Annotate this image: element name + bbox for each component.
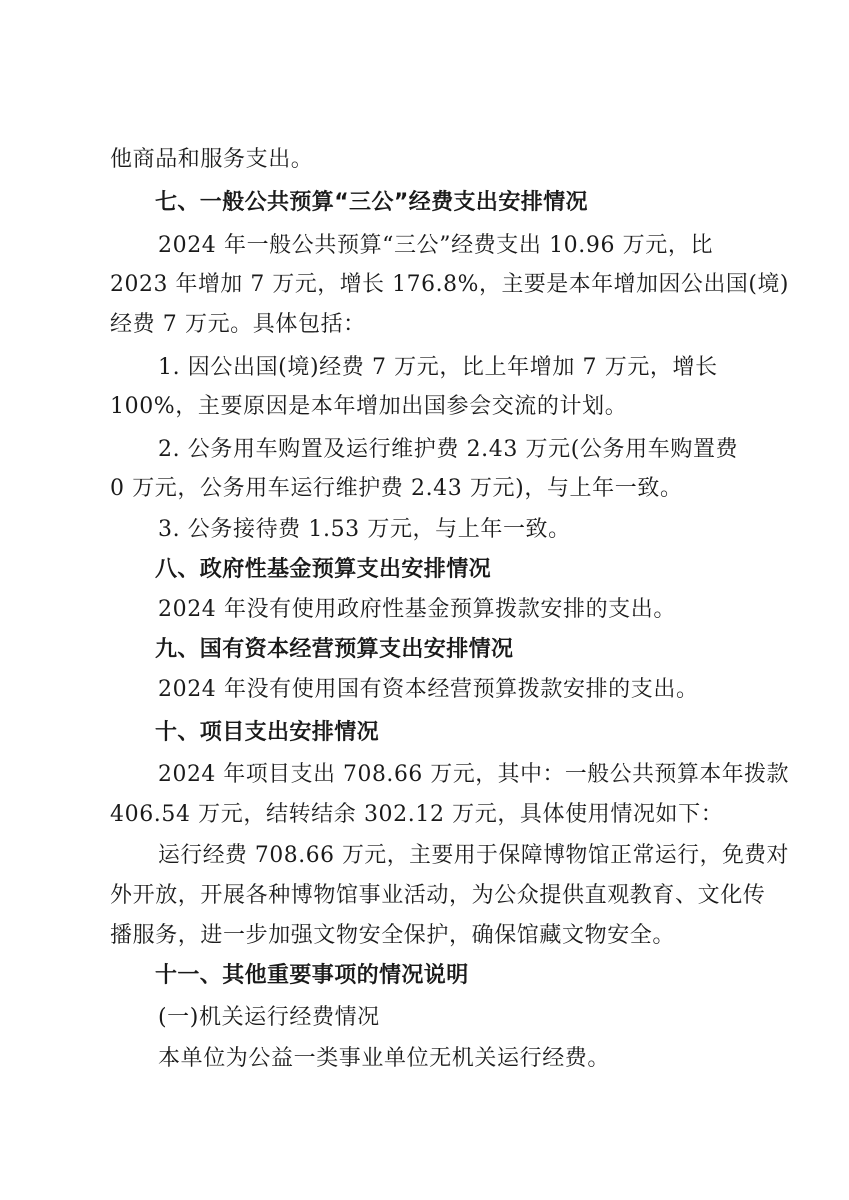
paragraph-line: 外开放，开展各种博物馆事业活动，为公众提供直观教育、文化传: [110, 883, 766, 908]
paragraph-line: 0 万元，公务用车运行维护费 2.43 万元)，与上年一致。: [110, 476, 683, 501]
section-heading-11: 十一、其他重要事项的情况说明: [155, 963, 469, 988]
paragraph-line: 406.54 万元，结转结余 302.12 万元，具体使用情况如下：: [110, 802, 724, 827]
section-heading-8: 八、政府性基金预算支出安排情况: [155, 557, 492, 582]
section-heading-9: 九、国有资本经营预算支出安排情况: [155, 637, 514, 662]
section-heading-7: 七、一般公共预算“三公”经费支出安排情况: [155, 190, 588, 215]
list-item-1: 1. 因公出国(境)经费 7 万元，比上年增加 7 万元，增长: [158, 355, 718, 380]
list-item-2: 2. 公务用车购置及运行维护费 2.43 万元(公务用车购置费: [158, 437, 739, 462]
paragraph-line: 2024 年没有使用国有资本经营预算拨款安排的支出。: [158, 677, 699, 702]
paragraph-line: 经费 7 万元。具体包括：: [110, 312, 366, 337]
paragraph-line: 100%，主要原因是本年增加出国参会交流的计划。: [110, 394, 628, 419]
paragraph-line: 2023 年增加 7 万元，增长 176.8%，主要是本年增加因公出国(境): [110, 272, 789, 297]
section-heading-10: 十、项目支出安排情况: [155, 720, 380, 745]
paragraph-line: 2024 年一般公共预算“三公”经费支出 10.96 万元，比: [158, 233, 714, 258]
paragraph-continuation: 他商品和服务支出。: [110, 147, 314, 172]
paragraph-line: 2024 年项目支出 708.66 万元，其中：一般公共预算本年拨款: [158, 762, 789, 787]
subsection-heading: (一)机关运行经费情况: [158, 1005, 380, 1030]
paragraph-line: 播服务，进一步加强文物安全保护，确保馆藏文物安全。: [110, 923, 676, 948]
paragraph-line: 本单位为公益一类事业单位无机关运行经费。: [158, 1046, 611, 1071]
paragraph-line: 运行经费 708.66 万元，主要用于保障博物馆正常运行，免费对: [158, 843, 789, 868]
list-item-3: 3. 公务接待费 1.53 万元，与上年一致。: [158, 517, 571, 542]
paragraph-line: 2024 年没有使用政府性基金预算拨款安排的支出。: [158, 597, 676, 622]
